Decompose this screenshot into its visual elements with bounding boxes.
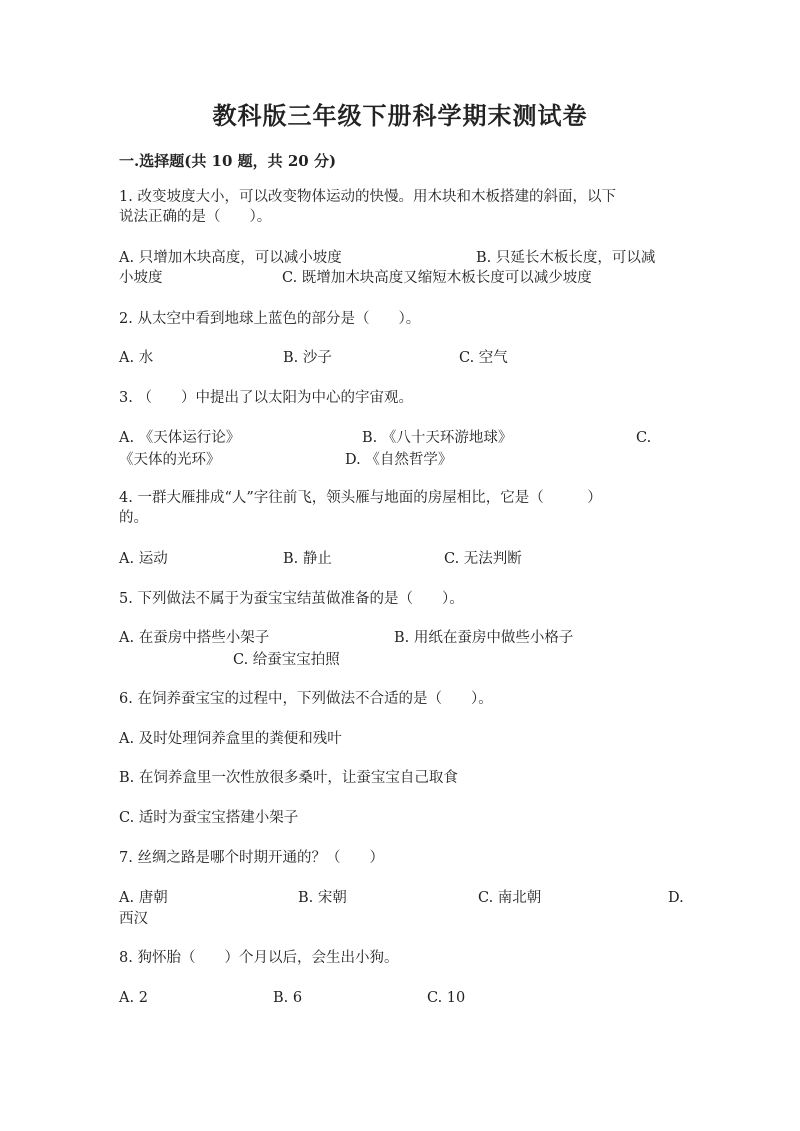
page-title: 教科版三年级下册科学期末测试卷 <box>212 101 588 130</box>
question-4-option-a: A. 运动 <box>119 551 168 567</box>
question-3-option-c-marker: C. <box>636 430 652 446</box>
question-6-option-c: C. 适时为蚕宝宝搭建小架子 <box>119 810 299 826</box>
question-4-stem-line-1: 4. 一群大雁排成“人”字往前飞，领头雁与地面的房屋相比，它是（ ） <box>119 490 602 506</box>
question-7-option-d: 西汉 <box>119 911 148 927</box>
question-6-option-a: A. 及时处理饲养盒里的粪便和残叶 <box>119 731 342 747</box>
question-4-option-c: C. 无法判断 <box>444 551 522 567</box>
question-7-option-c: C. 南北朝 <box>478 890 542 906</box>
question-2-option-a: A. 水 <box>119 350 154 366</box>
question-1-option-b: B. 只延长木板长度，可以减 <box>476 250 656 266</box>
question-3-option-d: D. 《自然哲学》 <box>345 452 453 468</box>
question-4 <box>119 488 602 528</box>
question-5-stem: 5. 下列做法不属于为蚕宝宝结茧做准备的是（ ）。 <box>119 591 464 607</box>
section-heading: 一.选择题(共 10 题，共 20 分) <box>119 152 337 170</box>
question-1-stem-line-1: 1. 改变坡度大小，可以改变物体运动的快慢。用木块和木板搭建的斜面，以下 <box>119 189 616 205</box>
question-8-option-c: C. 10 <box>427 990 466 1006</box>
question-1-option-c: C. 既增加木块高度又缩短木板长度可以减少坡度 <box>282 270 592 286</box>
question-7-stem: 7. 丝绸之路是哪个时期开通的？（ ） <box>119 850 384 866</box>
question-1-option-b-continued: 小坡度 <box>119 270 163 286</box>
question-1-option-a: A. 只增加木块高度，可以减小坡度 <box>119 250 342 266</box>
question-8-stem: 8. 狗怀胎（ ）个月以后，会生出小狗。 <box>119 950 399 966</box>
question-8-option-b: B. 6 <box>273 990 303 1006</box>
question-3-option-c: 《天体的光环》 <box>119 452 221 468</box>
question-2-stem: 2. 从太空中看到地球上蓝色的部分是（ ）。 <box>119 311 421 327</box>
question-7-option-b: B. 宋朝 <box>298 890 347 906</box>
question-6-option-b: B. 在饲养盒里一次性放很多桑叶，让蚕宝宝自己取食 <box>119 770 458 786</box>
question-4-stem-line-2: 的。 <box>119 510 148 526</box>
question-6-stem: 6. 在饲养蚕宝宝的过程中，下列做法不合适的是（ ）。 <box>119 691 493 707</box>
question-1 <box>119 187 616 227</box>
question-2-option-b: B. 沙子 <box>283 350 332 366</box>
question-5-option-a: A. 在蚕房中搭些小架子 <box>119 630 270 646</box>
question-3-option-a: A. 《天体运行论》 <box>119 430 241 446</box>
question-7-option-d-marker: D. <box>668 890 684 906</box>
question-2-option-c: C. 空气 <box>459 350 508 366</box>
question-7-option-a: A. 唐朝 <box>119 890 168 906</box>
question-5-option-c: C. 给蚕宝宝拍照 <box>233 652 340 668</box>
question-4-option-b: B. 静止 <box>283 551 332 567</box>
question-3-option-b: B. 《八十天环游地球》 <box>362 430 513 446</box>
question-5-option-b: B. 用纸在蚕房中做些小格子 <box>394 630 574 646</box>
question-8-option-a: A. 2 <box>119 990 148 1006</box>
question-1-stem-line-2: 说法正确的是（ ）。 <box>119 209 272 225</box>
question-3-stem: 3. （ ）中提出了以太阳为中心的宇宙观。 <box>119 390 413 406</box>
